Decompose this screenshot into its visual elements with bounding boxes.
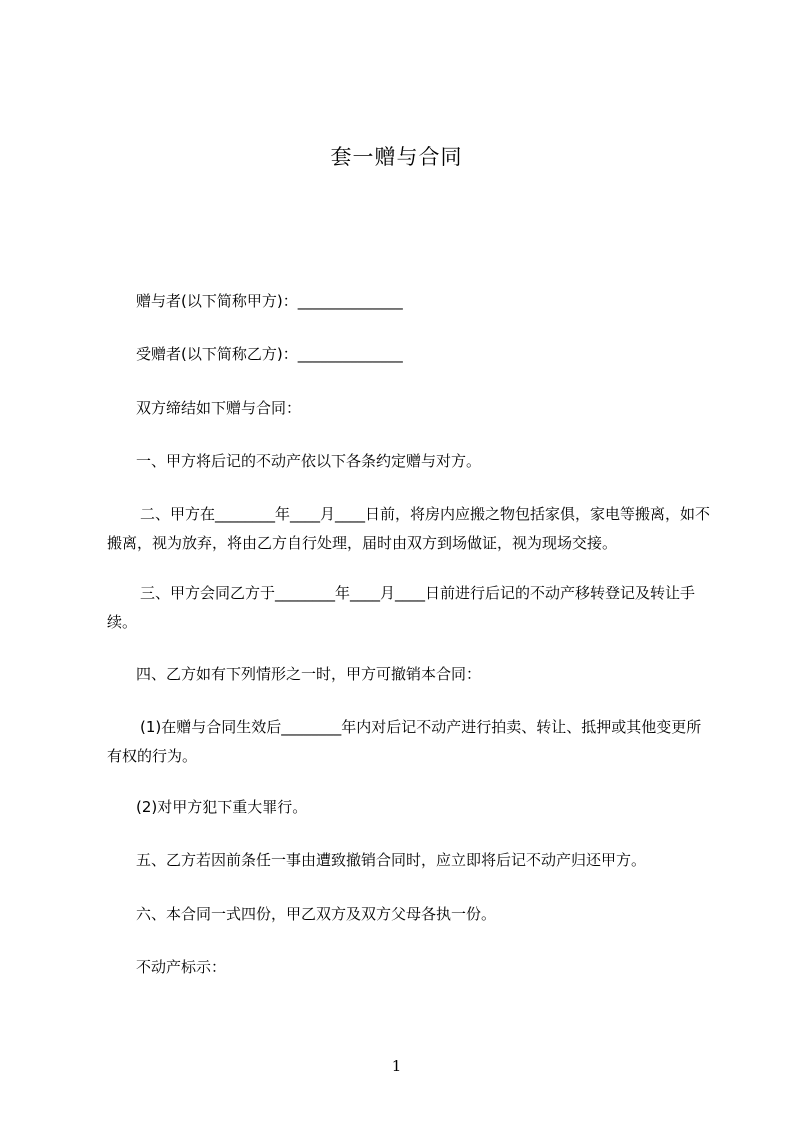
donor-line: 赠与者(以下简称甲方)：______________ [136, 292, 403, 310]
clause-1: 一、甲方将后记的不动产依以下各条约定赠与对方。 [136, 452, 482, 470]
clause-3: 三、甲方会同乙方于________年____月____日前进行后记的不动产移转登记及转让手续。 [107, 584, 696, 631]
document-title: 套一赠与合同 [330, 145, 463, 169]
agreement-intro: 双方缔结如下赠与合同： [136, 399, 302, 417]
recipient-line: 受赠者(以下简称乙方)：______________ [136, 345, 403, 363]
clause-4: 四、乙方如有下列情形之一时，甲方可撤销本合同： [136, 665, 482, 683]
property-description-label: 不动产标示： [136, 958, 227, 976]
clause-2: 二、甲方在________年____月____日前，将房内应搬之物包括家俱，家电等搬离，如不搬离，视为放弃，将由乙方自行处理，届时由双方到场做证，视为现场交接。 [107, 505, 711, 552]
clause-6: 六、本合同一式四份，甲乙双方及双方父母各执一份。 [136, 905, 497, 923]
clause-4-item-1: (1)在赠与合同生效后________年内对后记不动产进行拍卖、转让、抵押或其他变更所有权的行为。 [107, 718, 702, 765]
clause-4-item-2: (2)对甲方犯下重大罪行。 [136, 798, 308, 816]
page-number: 1 [391, 1057, 402, 1075]
clause-5: 五、乙方若因前条任一事由遭致撤销合同时，应立即将后记不动产归还甲方。 [136, 851, 647, 869]
